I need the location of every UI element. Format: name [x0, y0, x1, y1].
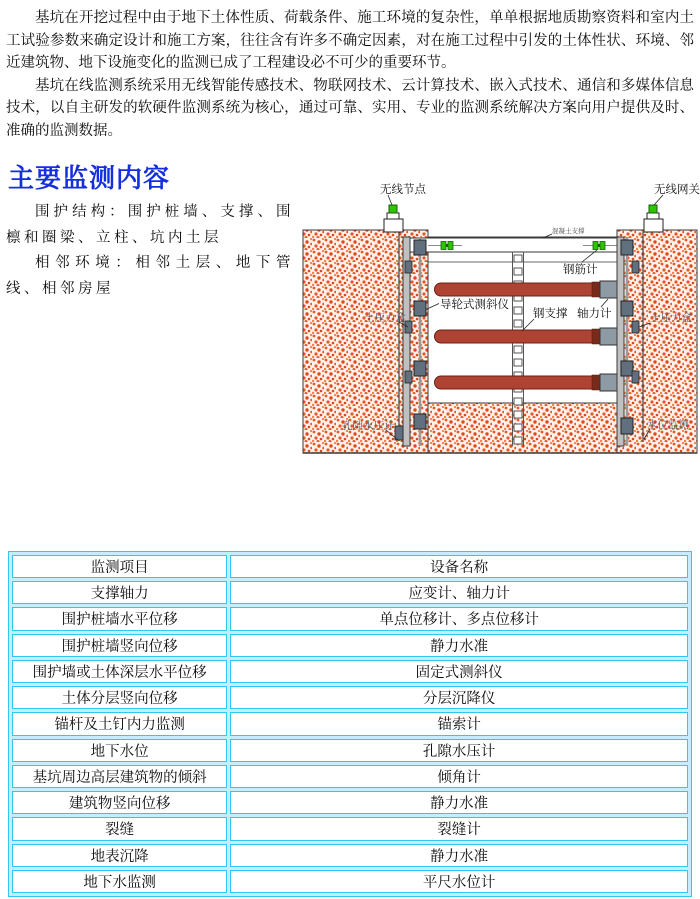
table-cell: 静力水准 [230, 634, 688, 657]
water-level-monitoring-label: 水位监测 [647, 419, 689, 431]
table-cell: 静力水准 [230, 844, 688, 867]
table-cell: 土体分层竖向位移 [12, 686, 227, 709]
monitoring-content-text [6, 200, 294, 302]
table-row [12, 581, 688, 604]
intro-paragraphs [6, 7, 694, 142]
table-cell: 锚杆及土钉内力监测 [12, 712, 227, 735]
table-row [12, 765, 688, 788]
adjacent-environment-text: 相邻环境：相邻土层、地下管线、相邻房屋 [6, 255, 294, 297]
table-row [12, 660, 688, 683]
table-header-row [12, 555, 688, 578]
table-cell: 裂缝计 [230, 817, 688, 840]
wireless-node-label: 无线节点 [380, 184, 426, 196]
steel-strut-3 [435, 374, 618, 391]
monitoring-table [8, 551, 692, 897]
table-row [12, 844, 688, 867]
table-cell: 围护桩墙水平位移 [12, 607, 227, 630]
intro-paragraph-2: 基坑在线监测系统采用无线智能传感技术、物联网技术、云计算技术、嵌入式技术、通信和多媒体信息技术，以自主研发的软硬件监测系统为核心，通过可靠、实用、专业的监测系统解决方案向用户提供及时、准确的监测数据。 [6, 77, 694, 139]
table-row [12, 634, 688, 657]
table-cell: 围护桩墙竖向位移 [12, 634, 227, 657]
table-cell: 静力水准 [230, 791, 688, 814]
rebar-gauge-label: 钢筋计 [563, 264, 598, 276]
table-row [12, 607, 688, 630]
table-cell: 基坑周边高层建筑物的倾斜 [12, 765, 227, 788]
axial-force-gauge-label: 轴力计 [577, 308, 612, 320]
table-cell: 分层沉降仪 [230, 686, 688, 709]
table-cell: 地下水位 [12, 739, 227, 762]
pore-water-pressure-label: 孔隙水压计 [342, 420, 395, 432]
table-row [12, 870, 688, 893]
table-row [12, 712, 688, 735]
wireless-gateway-label: 无线网关 [654, 184, 700, 196]
earth-pressure-cell-left-label: 土压力盒 [364, 312, 406, 324]
table-row [12, 686, 688, 709]
table-cell: 地下水监测 [12, 870, 227, 893]
table-header-item: 监测项目 [12, 555, 227, 578]
wireless-node-device [384, 205, 403, 232]
wireless-gateway-device [644, 205, 663, 232]
table-cell: 单点位移计、多点位移计 [230, 607, 688, 630]
table-cell: 锚索计 [230, 712, 688, 735]
table-row [12, 791, 688, 814]
table-cell: 应变计、轴力计 [230, 581, 688, 604]
table-cell: 支撑轴力 [12, 581, 227, 604]
enclosure-structure-text: 围护结构：围护桩墙、支撑、围檩和圈梁、立柱、坑内土层 [6, 204, 294, 246]
table-cell: 地表沉降 [12, 844, 227, 867]
steel-strut-1 [435, 281, 618, 298]
table-cell: 建筑物竖向位移 [12, 791, 227, 814]
table-cell: 围护墙或土体深层水平位移 [12, 660, 227, 683]
table-header-device: 设备名称 [230, 555, 688, 578]
table-cell: 裂缝 [12, 817, 227, 840]
table-row [12, 739, 688, 762]
concrete-support-label: 混凝土支撑 [552, 228, 585, 235]
steel-support-label: 钢支撑 [533, 308, 568, 320]
inclinometer-label: 导轮式测斜仪 [440, 299, 509, 311]
steel-strut-2 [435, 328, 618, 345]
lattice-column [513, 252, 524, 446]
intro-paragraph-1: 基坑在开挖过程中由于地下土体性质、荷载条件、施工环境的复杂性，单单根据地质勘察资料和室内土工试验参数来确定设计和施工方案，往往含有许多不确定因素，对在施工过程中引发的土体性状、环境、邻近建筑物、地下设施变化的监测已成了工程建设必不可少的重要环节。 [6, 10, 694, 71]
retaining-wall-right [617, 237, 624, 446]
table-cell: 孔隙水压计 [230, 739, 688, 762]
foundation-pit-diagram [300, 178, 700, 463]
table-cell: 倾角计 [230, 765, 688, 788]
page-title: 主要监测内容 [8, 163, 171, 193]
table-cell: 固定式测斜仪 [230, 660, 688, 683]
table-row [12, 817, 688, 840]
earth-pressure-cell-right-label: 土压力盒 [650, 312, 692, 324]
table-cell: 平尺水位计 [230, 870, 688, 893]
